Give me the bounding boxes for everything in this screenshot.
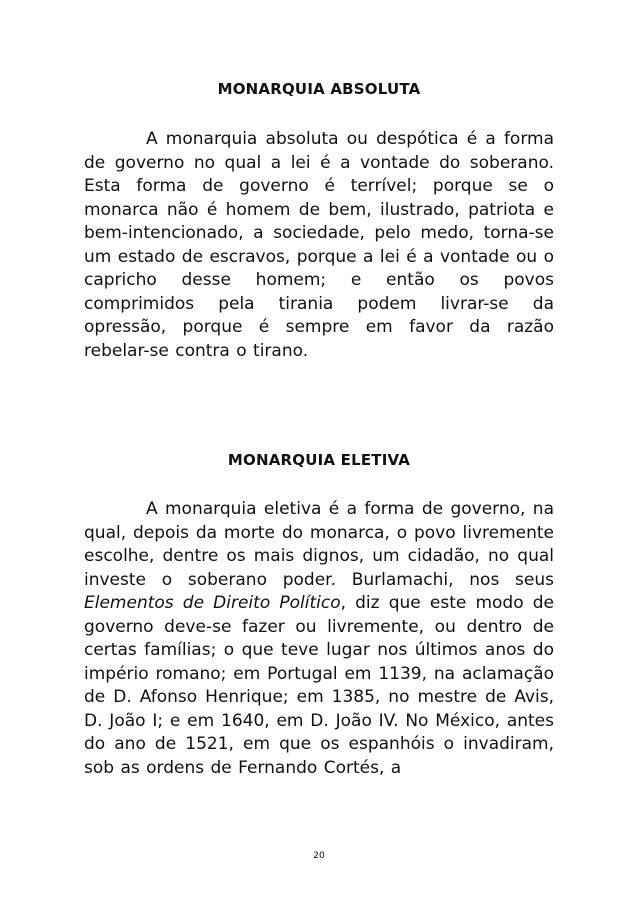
section-heading-monarquia-eletiva: MONARQUIA ELETIVA [227,451,411,469]
book-title: Elementos de Direito Político [84,593,341,614]
paragraph-text-before-title: A monarquia eletiva é a forma de governo, na qual, depois da morte do monarca, o povo livremente escolhe, dentre os mais dignos, um cidadão, no qual investe o soberano poder. Burlamachi, nos seus [84,499,554,590]
section-heading-monarquia-absoluta: MONARQUIA ABSOLUTA [217,80,421,98]
paragraph-monarquia-eletiva [84,498,554,781]
page-number: 20 [313,851,325,861]
paragraph-monarquia-absoluta: A monarquia absoluta ou despótica é a forma de governo no qual a lei é a vontade do soberano. Esta forma de governo é terrível; porque se o monarca não é homem de bem, ilustrado, patriota e bem-intencionado, a sociedade, pelo medo, torna-se um estado de escravos, porque a lei é a vontade ou o capricho desse homem; e então os povos comprimidos pela tirania podem livrar-se da opressão, porque é sempre em favor da razão rebelar-se contra o tirano. [84,129,554,361]
paragraph-text-after-title: , diz que este modo de governo deve-se fazer ou livremente, ou dentro de certas famílias; o que teve lugar nos últimos anos do império romano; em Portugal em 1139, na aclamação de D. Afonso Henrique; em 1385, no mestre de Avis, D. João I; e em 1640, em D. João IV. No México, antes do ano de 1521, em que os espanhóis o invadiram, sob as ordens de Fernando Cortés, a [84,593,554,779]
